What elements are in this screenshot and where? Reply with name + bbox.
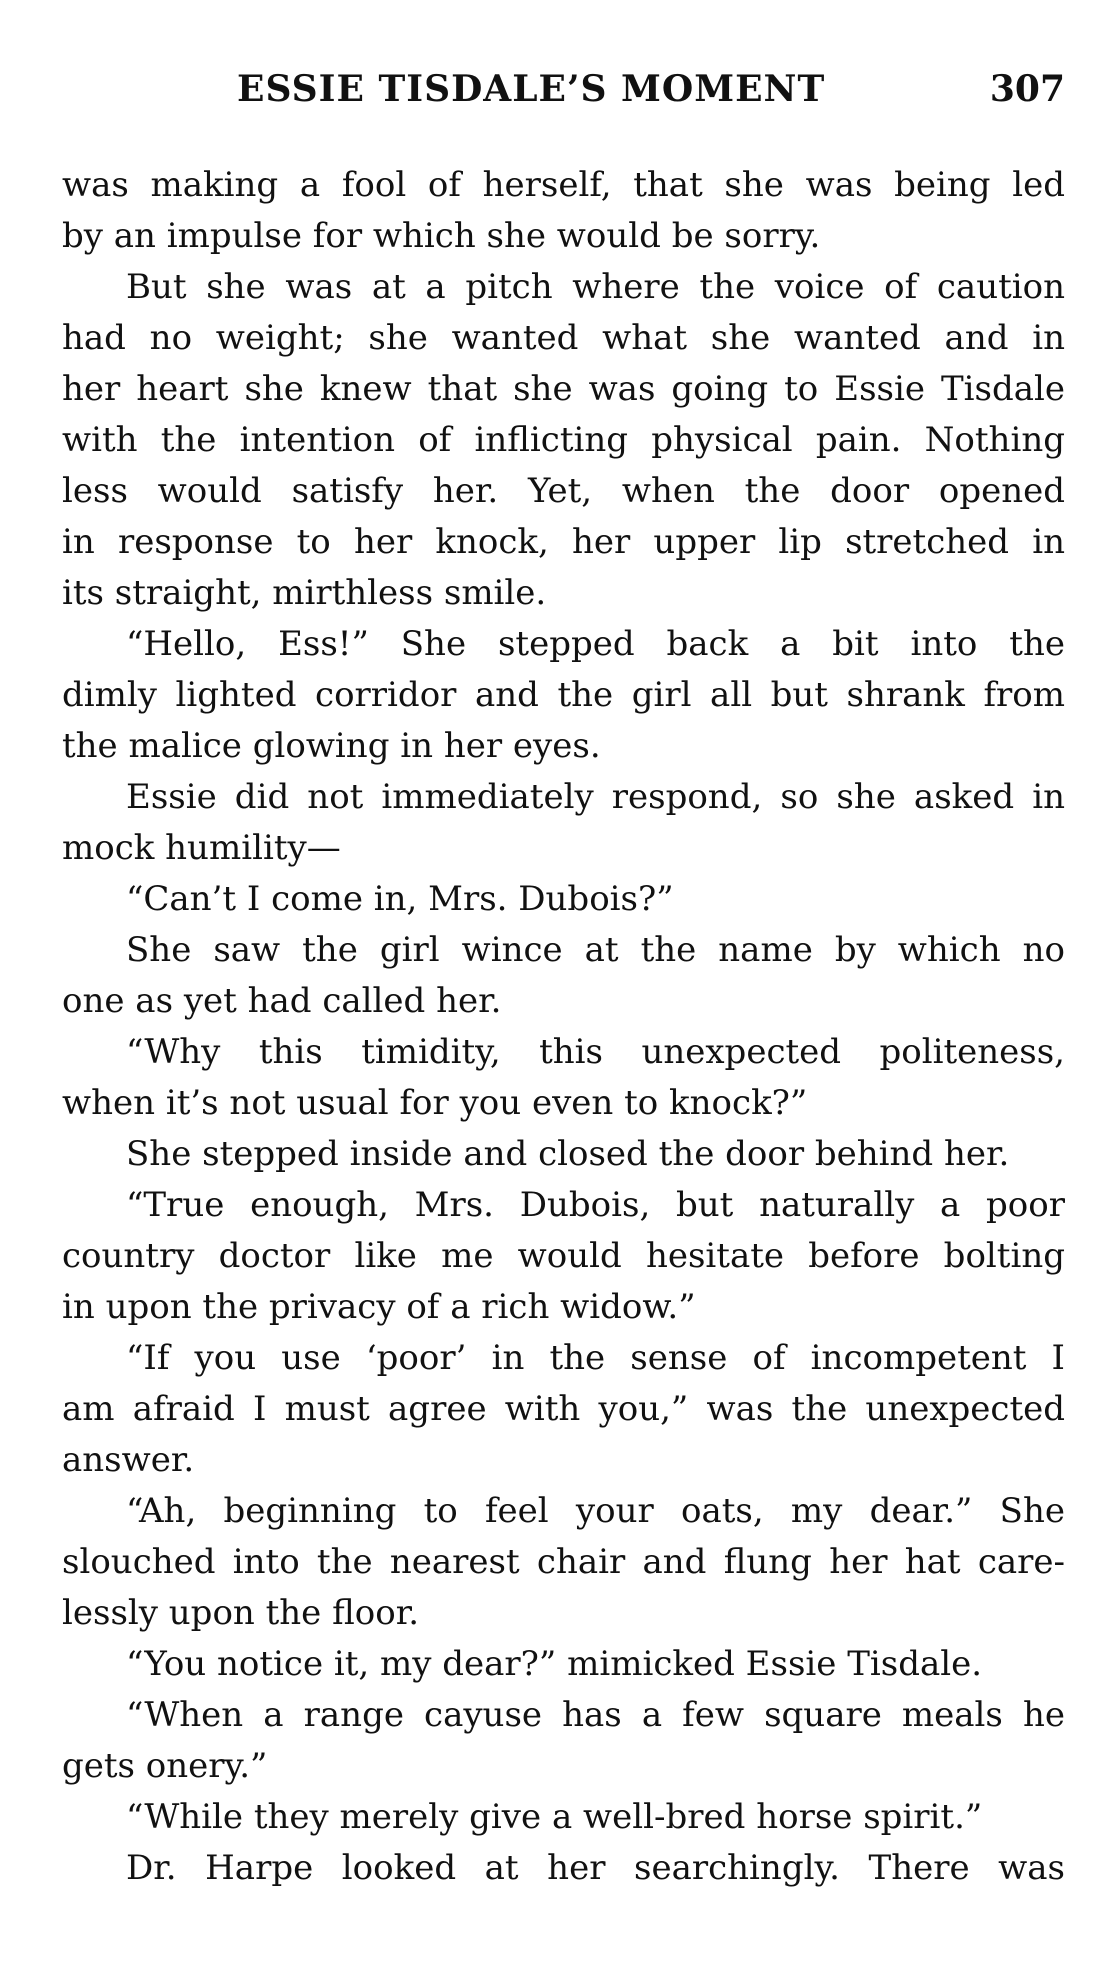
text-line: her heart she knew that she was going to Essie Tisdale	[62, 369, 1065, 409]
text-line: in upon the privacy of a rich widow.”	[62, 1287, 696, 1327]
text-line: But she was at a pitch where the voice of caution	[126, 267, 1065, 307]
text-line: “While they merely give a well-bred horse spirit.”	[126, 1797, 983, 1837]
text-line: had no weight; she wanted what she wanted and in	[62, 318, 1065, 358]
text-line: Essie did not immediately respond, so she asked in	[126, 777, 1065, 817]
text-line: answer.	[62, 1440, 195, 1480]
text-line: less would satisfy her. Yet, when the door opened	[62, 471, 1065, 511]
text-line: “Why this timidity, this unexpected politeness,	[126, 1032, 1065, 1072]
text-line: its straight, mirthless smile.	[62, 573, 547, 613]
text-line: country doctor like me would hesitate before bolting	[62, 1236, 1065, 1276]
text-line: lessly upon the floor.	[62, 1593, 420, 1633]
text-line: She stepped inside and closed the door behind her.	[126, 1134, 1010, 1174]
text-line: “When a range cayuse has a few square meals he	[126, 1695, 1065, 1735]
text-line: dimly lighted corridor and the girl all but shrank from	[62, 675, 1065, 715]
text-line: when it’s not usual for you even to knock?”	[62, 1083, 808, 1123]
running-head	[62, 68, 1065, 124]
text-line: slouched into the nearest chair and flung her hat care-	[62, 1542, 1065, 1582]
text-line: “Ah, beginning to feel your oats, my dear.” She	[126, 1491, 1065, 1531]
text-line: She saw the girl wince at the name by which no	[126, 930, 1065, 970]
text-line: Dr. Harpe looked at her searchingly. There was	[126, 1848, 1065, 1888]
text-line: “Hello, Ess!” She stepped back a bit into the	[126, 624, 1065, 664]
body-text	[62, 160, 1065, 1894]
text-line: the malice glowing in her eyes.	[62, 726, 601, 766]
text-line: was making a fool of herself, that she was being led	[62, 165, 1065, 205]
text-line: in response to her knock, her upper lip stretched in	[62, 522, 1065, 562]
text-line: with the intention of inflicting physical pain. Nothing	[62, 420, 1065, 460]
text-line: “If you use ‘poor’ in the sense of incompetent I	[126, 1338, 1065, 1378]
text-line: gets onery.”	[62, 1746, 268, 1786]
text-line: “You notice it, my dear?” mimicked Essie Tisdale.	[126, 1644, 983, 1684]
text-line: one as yet had called her.	[62, 981, 502, 1021]
text-line: am afraid I must agree with you,” was the unexpected	[62, 1389, 1065, 1429]
text-line: by an impulse for which she would be sorry.	[62, 216, 821, 256]
text-line: mock humility—	[62, 828, 341, 868]
page-number: 307	[989, 68, 1065, 110]
text-line: “Can’t I come in, Mrs. Dubois?”	[126, 879, 674, 919]
running-title: ESSIE TISDALE’S MOMENT	[237, 68, 826, 110]
text-line: “True enough, Mrs. Dubois, but naturally a poor	[126, 1185, 1065, 1225]
